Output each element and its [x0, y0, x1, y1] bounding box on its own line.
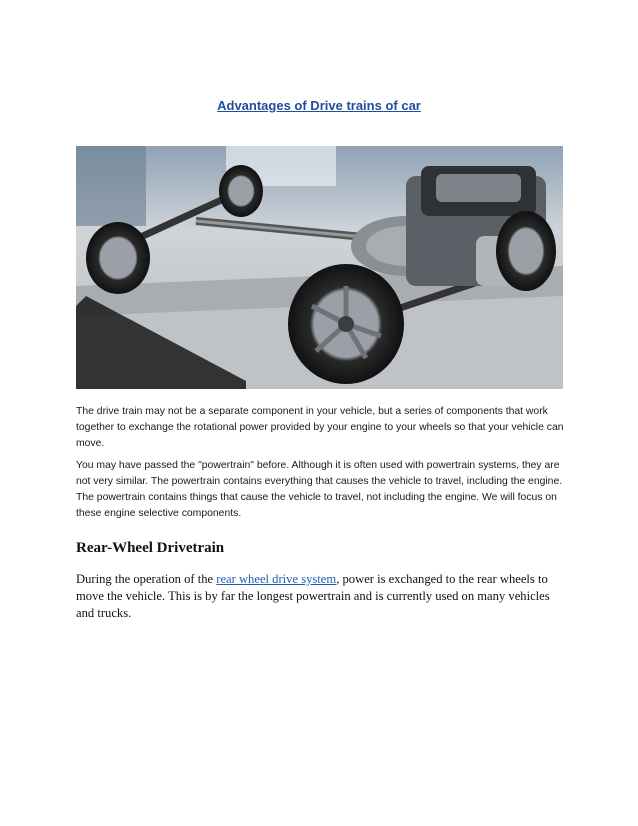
section-body-before: During the operation of the	[76, 572, 217, 586]
section-body	[76, 571, 566, 622]
section-heading-rear-wheel: Rear-Wheel Drivetrain	[76, 540, 225, 556]
section-body-after: , power is exchanged to the rear wheels to move the vehicle. This is by far the longest powertrain and is currently used on many vehicles and trucks.	[76, 572, 550, 620]
paragraph-drivetrain-intro: The drive train may not be a separate component in your vehicle, but a series of components that work together to exchange the rotational power provided by your engine to your wheels so that your vehicle can move.	[76, 406, 564, 449]
paragraph-powertrain: You may have passed the "powertrain" before. Although it is often used with powertrain systems, they are not very similar. The powertrain contains everything that causes the vehicle to travel, including the engine. The powertrain contains things that cause the vehicle to travel, not including the engine. We will focus on these engine selective components.	[76, 460, 563, 519]
rear-wheel-drive-link[interactable]: rear wheel drive system	[216, 572, 337, 586]
page-title: Advantages of Drive trains of car	[217, 98, 421, 113]
drivetrain-illustration	[76, 146, 563, 389]
drivetrain-photo	[76, 146, 563, 389]
